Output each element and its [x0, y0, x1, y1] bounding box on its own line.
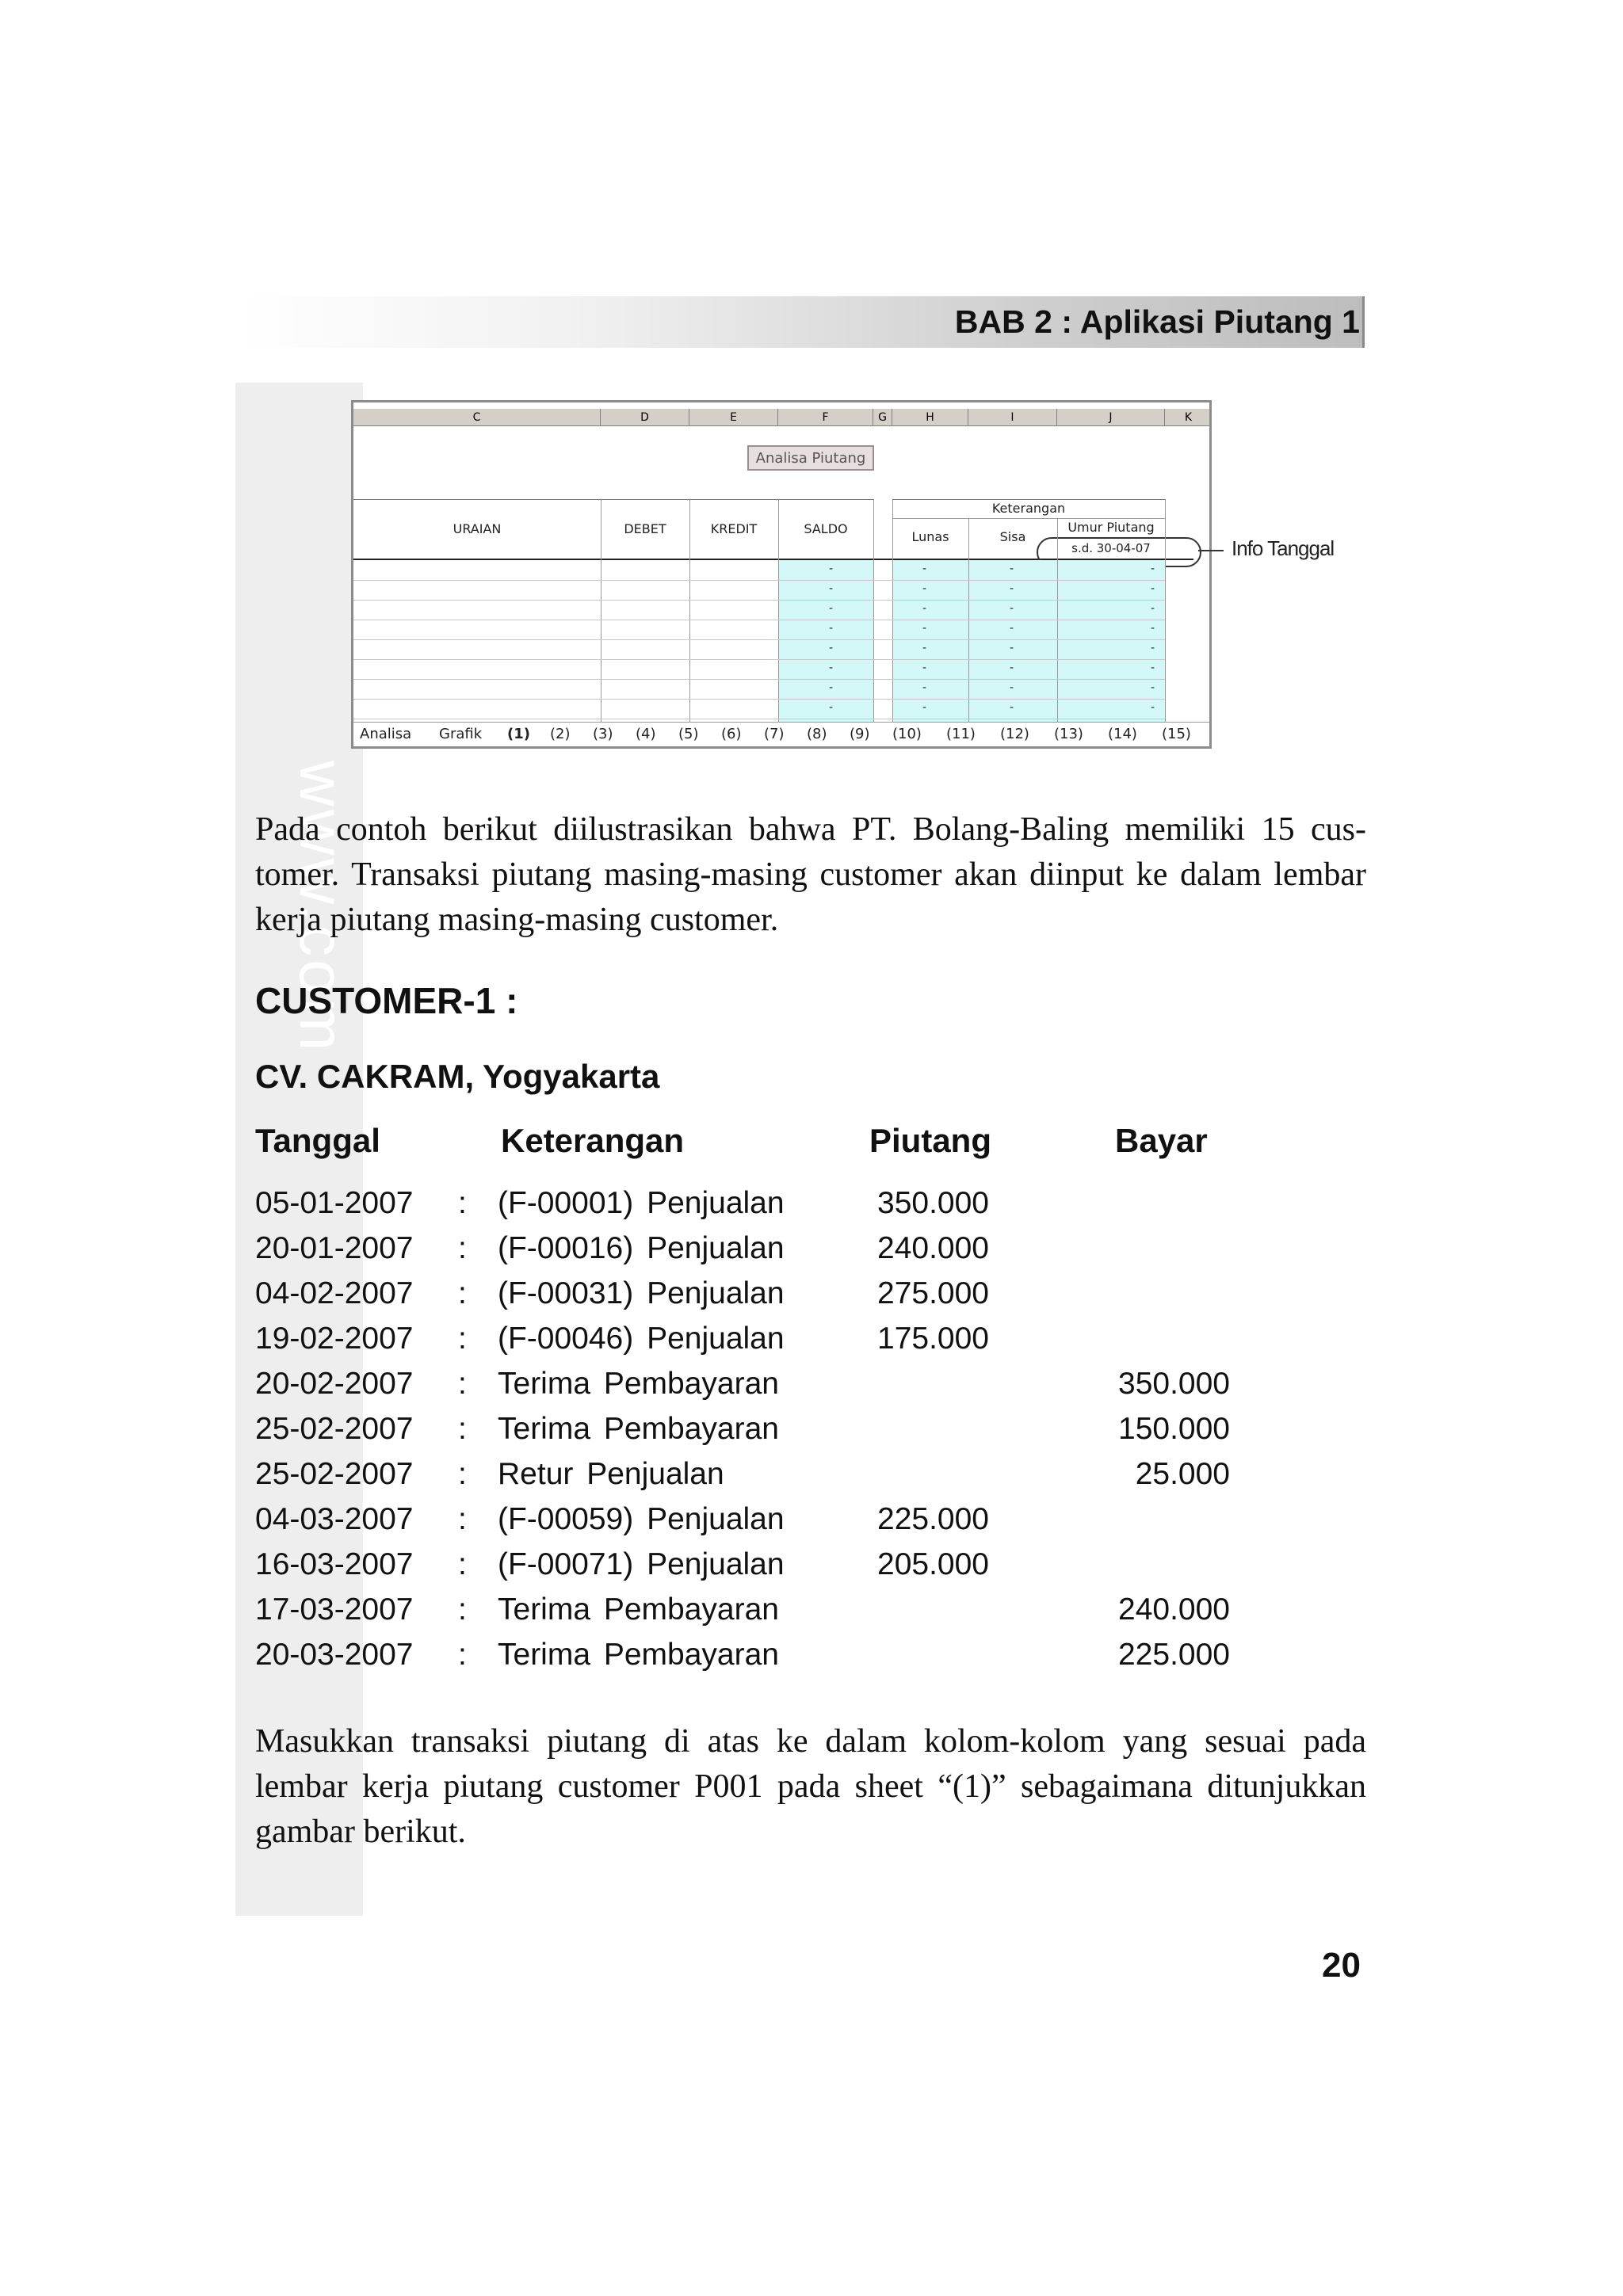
- column-header-d[interactable]: D: [601, 409, 689, 426]
- sheet-cell-lunas[interactable]: -: [922, 563, 927, 575]
- row-bayar: 225.000: [1118, 1638, 1230, 1672]
- row-separator: :: [458, 1502, 467, 1536]
- customer-heading: CUSTOMER-1 :: [255, 980, 518, 1021]
- row-description: Terima Pembayaran: [498, 1592, 779, 1627]
- sheet-cell-sisa[interactable]: -: [1010, 701, 1014, 714]
- row-description: Terima Pembayaran: [498, 1412, 779, 1446]
- column-header-i[interactable]: I: [968, 409, 1057, 426]
- table-row: [0, 1592, 1623, 1638]
- sheet-row-line: [353, 659, 1165, 660]
- row-piutang: 225.000: [877, 1502, 989, 1536]
- row-piutang: 350.000: [877, 1186, 989, 1220]
- closing-line: lembar kerja piutang customer P001 pada sheet “(1)” sebagaimana ditunjukkan: [255, 1768, 1366, 1805]
- sheet-cell-saldo[interactable]: -: [829, 701, 834, 714]
- row-description: (F-00059) Penjualan: [498, 1502, 785, 1536]
- table-row: [0, 1638, 1623, 1683]
- sheet-tab[interactable]: (8): [807, 726, 827, 742]
- sheet-cell-umur[interactable]: -: [1151, 701, 1155, 714]
- sheet-cell-sisa[interactable]: -: [1010, 662, 1014, 674]
- sheet-row-line: [353, 580, 1165, 581]
- row-description: (F-00071) Penjualan: [498, 1547, 785, 1581]
- sheet-tab[interactable]: (14): [1108, 726, 1137, 742]
- table-row: [0, 1322, 1623, 1367]
- row-separator: :: [458, 1231, 467, 1265]
- row-description: Terima Pembayaran: [498, 1367, 779, 1401]
- sheet-tab[interactable]: (6): [721, 726, 742, 742]
- sheet-cell-umur[interactable]: -: [1151, 662, 1155, 674]
- sheet-cell-lunas[interactable]: -: [922, 602, 927, 615]
- sheet-tab[interactable]: (9): [850, 726, 870, 742]
- row-date: 04-03-2007: [255, 1502, 414, 1536]
- sheet-cell-sisa[interactable]: -: [1010, 563, 1014, 575]
- row-bayar: 240.000: [1118, 1592, 1230, 1627]
- header-keterangan: Keterangan: [991, 501, 1066, 516]
- header-saldo: SALDO: [804, 521, 848, 536]
- row-separator: :: [458, 1547, 467, 1581]
- sheet-row-line: [353, 679, 1165, 680]
- row-description: (F-00031) Penjualan: [498, 1276, 785, 1310]
- row-date: 19-02-2007: [255, 1322, 414, 1356]
- sheet-tab[interactable]: (7): [764, 726, 785, 742]
- sheet-cell-sisa[interactable]: -: [1010, 681, 1014, 694]
- closing-line: gambar berikut.: [255, 1814, 466, 1850]
- header-lunas: Lunas: [911, 529, 949, 544]
- intro-line: kerja piutang masing-masing customer.: [255, 902, 779, 938]
- row-piutang: 240.000: [877, 1231, 989, 1265]
- sheet-tab[interactable]: (11): [946, 726, 976, 742]
- row-date: 20-01-2007: [255, 1231, 414, 1265]
- table-row: [0, 1547, 1623, 1592]
- sheet-cell-lunas[interactable]: -: [922, 622, 927, 635]
- column-header-e[interactable]: E: [689, 409, 778, 426]
- table-header-bayar: Bayar: [1115, 1122, 1208, 1159]
- sheet-tab-bar: [353, 722, 1209, 746]
- row-date: 16-03-2007: [255, 1547, 414, 1581]
- row-separator: :: [458, 1457, 467, 1491]
- sheet-cell-lunas[interactable]: -: [922, 701, 927, 714]
- column-header-h[interactable]: H: [892, 409, 968, 426]
- row-date: 25-02-2007: [255, 1457, 414, 1491]
- row-bayar: 25.000: [1135, 1457, 1230, 1491]
- saldo-column-fill: [778, 560, 873, 727]
- watermark: www.com: [287, 761, 357, 1055]
- table-row: [0, 1412, 1623, 1457]
- table-row: [0, 1367, 1623, 1412]
- sheet-cell-umur[interactable]: -: [1151, 622, 1155, 635]
- sheet-cell-sisa[interactable]: -: [1010, 602, 1014, 615]
- row-date: 05-01-2007: [255, 1186, 414, 1220]
- table-row: [0, 1276, 1623, 1322]
- sheet-cell-umur[interactable]: -: [1151, 582, 1155, 595]
- sheet-cell-lunas[interactable]: -: [922, 582, 927, 595]
- row-bayar: 350.000: [1118, 1367, 1230, 1401]
- row-date: 20-02-2007: [255, 1367, 414, 1401]
- row-separator: :: [458, 1367, 467, 1401]
- chapter-title: BAB 2 : Aplikasi Piutang 1: [954, 303, 1360, 340]
- sheet-tab[interactable]: (12): [1000, 726, 1029, 742]
- sheet-tab[interactable]: Grafik: [439, 726, 483, 742]
- sheet-cell-saldo[interactable]: -: [829, 582, 834, 595]
- sheet-cell-sisa[interactable]: -: [1010, 622, 1014, 635]
- row-date: 04-02-2007: [255, 1276, 414, 1310]
- sheet-row-line: [353, 600, 1165, 601]
- row-piutang: 275.000: [877, 1276, 989, 1310]
- row-piutang: 175.000: [877, 1322, 989, 1356]
- sheet-tab[interactable]: (15): [1162, 726, 1191, 742]
- row-separator: :: [458, 1322, 467, 1356]
- row-description: Retur Penjualan: [498, 1457, 724, 1491]
- header-umur-piutang: Umur Piutang: [1067, 520, 1155, 535]
- sheet-tab[interactable]: (1): [507, 726, 530, 742]
- sheet-tab[interactable]: (10): [892, 726, 922, 742]
- closing-line: Masukkan transaksi piutang di atas ke dalam kolom-kolom yang sesuai pada: [255, 1723, 1366, 1760]
- sheet-tab[interactable]: (13): [1054, 726, 1083, 742]
- callout-info-tanggal: Info Tanggal: [1232, 536, 1335, 560]
- intro-paragraph: [255, 807, 1366, 943]
- sheet-cell-saldo[interactable]: -: [829, 662, 834, 674]
- sheet-cell-saldo[interactable]: -: [829, 602, 834, 615]
- company-name: CV. CAKRAM, Yogyakarta: [255, 1058, 660, 1095]
- column-header-k[interactable]: K: [1165, 409, 1212, 426]
- row-separator: :: [458, 1638, 467, 1672]
- table-row: [0, 1186, 1623, 1231]
- column-header-c[interactable]: C: [353, 409, 601, 426]
- sheet-cell-umur[interactable]: -: [1151, 563, 1155, 575]
- row-description: Terima Pembayaran: [498, 1638, 779, 1672]
- sheet-tab[interactable]: (2): [550, 726, 571, 742]
- header-kredit: KREDIT: [710, 521, 758, 536]
- sheet-tab[interactable]: (3): [593, 726, 613, 742]
- row-separator: :: [458, 1186, 467, 1220]
- sheet-cell-saldo[interactable]: -: [829, 563, 834, 575]
- keterangan-column-fill: [892, 560, 1165, 727]
- row-description: (F-00001) Penjualan: [498, 1186, 785, 1220]
- sheet-cell-saldo[interactable]: -: [829, 681, 834, 694]
- sheet-cell-saldo[interactable]: -: [829, 622, 834, 635]
- analisa-piutang-button[interactable]: Analisa Piutang: [747, 445, 874, 471]
- sheet-cell-lunas[interactable]: -: [922, 662, 927, 674]
- sheet-tab[interactable]: Analisa: [360, 726, 412, 742]
- page-number: 20: [1322, 1946, 1361, 1985]
- row-description: (F-00046) Penjualan: [498, 1322, 785, 1356]
- sheet-cell-lunas[interactable]: -: [922, 681, 927, 694]
- table-header-tanggal: Tanggal: [255, 1122, 380, 1159]
- intro-line: tomer. Transaksi piutang masing-masing customer akan diinput ke dalam lembar: [255, 856, 1366, 893]
- sheet-cell-umur[interactable]: -: [1151, 642, 1155, 654]
- row-separator: :: [458, 1592, 467, 1627]
- header-sisa: Sisa: [999, 529, 1026, 544]
- sheet-cell-lunas[interactable]: -: [922, 642, 927, 654]
- sheet-tab[interactable]: (5): [678, 726, 699, 742]
- row-piutang: 205.000: [877, 1547, 989, 1581]
- closing-paragraph: [255, 1719, 1366, 1855]
- header-debet: DEBET: [624, 521, 666, 536]
- table-header-piutang: Piutang: [869, 1122, 991, 1159]
- column-header-f[interactable]: F: [778, 409, 873, 426]
- row-separator: :: [458, 1412, 467, 1446]
- sheet-cell-sisa[interactable]: -: [1010, 642, 1014, 654]
- sheet-cell-sisa[interactable]: -: [1010, 582, 1014, 595]
- row-date: 20-03-2007: [255, 1638, 414, 1672]
- sheet-cell-saldo[interactable]: -: [829, 642, 834, 654]
- sheet-row-line: [353, 699, 1165, 700]
- callout-leader-line: [1198, 550, 1224, 551]
- header-uraian: URAIAN: [453, 521, 502, 536]
- row-date: 17-03-2007: [255, 1592, 414, 1627]
- spreadsheet-figure: [351, 400, 1212, 749]
- row-separator: :: [458, 1276, 467, 1310]
- intro-line: Pada contoh berikut diilustrasikan bahwa PT. Bolang-Baling memiliki 15 cus-: [255, 811, 1366, 848]
- row-date: 25-02-2007: [255, 1412, 414, 1446]
- header-divider: [1362, 296, 1365, 348]
- table-row: [0, 1457, 1623, 1502]
- column-header-g[interactable]: G: [873, 409, 892, 426]
- table-row: [0, 1231, 1623, 1276]
- sheet-cell-umur[interactable]: -: [1151, 681, 1155, 694]
- row-description: (F-00016) Penjualan: [498, 1231, 785, 1265]
- sheet-row-line: [353, 639, 1165, 640]
- column-header-j[interactable]: J: [1057, 409, 1165, 426]
- row-bayar: 150.000: [1118, 1412, 1230, 1446]
- sheet-tab[interactable]: (4): [636, 726, 656, 742]
- header-sd-date: s.d. 30-04-07: [1071, 541, 1151, 555]
- table-header-keterangan: Keterangan: [501, 1122, 685, 1159]
- sheet-cell-umur[interactable]: -: [1151, 602, 1155, 615]
- table-row: [0, 1502, 1623, 1547]
- chapter-header-bar: [238, 296, 1365, 348]
